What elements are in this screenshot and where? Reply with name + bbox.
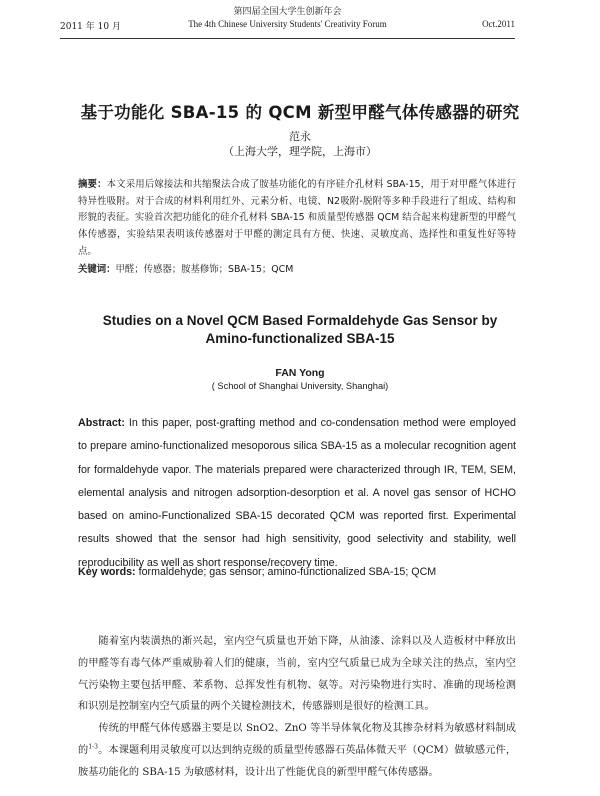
- english-abstract: [78, 412, 516, 575]
- citation-superscript: 1-3: [88, 743, 98, 751]
- english-affiliation: ( School of Shanghai University, Shanghai): [211, 381, 389, 391]
- header-conference-en: The 4th Chinese University Students' Creativity Forum: [188, 19, 387, 29]
- header-conference: [60, 6, 515, 30]
- chinese-keywords-label: 关键词：: [78, 264, 116, 275]
- english-abstract-label: Abstract:: [78, 417, 125, 429]
- chinese-title: 基于功能化 SBA-15 的 QCM 新型甲醛气体传感器的研究: [80, 103, 520, 122]
- header-conference-cn: 第四届全国大学生创新年会: [233, 7, 342, 17]
- running-header: [60, 6, 515, 42]
- chinese-author: 范永: [289, 130, 311, 143]
- header-rule: [60, 38, 515, 39]
- english-abstract-text: In this paper, post-grafting method and co-condensation method were employed to prepare amino-functionalized mesoporous silica SBA-15 as a molecular recognition agent for formaldehyde vapor. The materials prepared were characterized through IR, TEM, SEM, elemental analysis and nitrogen adsorption-desorption et al. A novel gas sensor of HCHO based on amino-Functionalized SBA-15 decorated QCM was reported first. Experimental results showed that the sensor had high sensitivity, good selectivity and stability, well reproducibility as well as short response/recovery time.: [78, 417, 516, 569]
- english-keywords-label: Key words:: [78, 566, 136, 578]
- body-text: [78, 631, 516, 784]
- body-paragraph-2: [78, 718, 516, 783]
- english-title-line1: Studies on a Novel QCM Based Formaldehyde Gas Sensor by: [102, 313, 498, 328]
- body-paragraph-1: 随着室内装潢热的渐兴起，室内空气质量也开始下降，从油漆、涂料以及人造板材中释放出的甲醛等有毒气体严重威胁着人们的健康，当前，室内空气质量已成为全球关注的热点，室内空气污染物主要包括甲醛、苯系物、总挥发性有机物、氨等。对污染物进行实时、准确的现场检测和识别是控制室内空气质量的两个关键检测技术，传感器则是很好的检测工具。: [78, 636, 516, 713]
- chinese-affiliation: （上海大学，理学院，上海市）: [223, 145, 377, 158]
- english-title-line2: Amino-functionalized SBA-15: [205, 331, 395, 346]
- english-author: FAN Yong: [275, 367, 325, 379]
- chinese-abstract-text: 本文采用后嫁接法和共缩聚法合成了胺基功能化的有序硅介孔材料 SBA-15，用于对甲醛气体进行特异性吸附。对于合成的材料利用红外、元素分析、电镜、N2吸附-脱附等多种手段进行了组成、结构和形貌的表征。实验首次把功能化的硅介孔材料 SBA-15 和质量型传感器 QCM 结合起来构建新型的甲醛气体传感器，实验结果表明该传感器对于甲醛的测定具有方便、快速、灵敏度高、选择性和重复性好等特点。: [78, 179, 516, 257]
- chinese-keywords: [78, 261, 516, 275]
- english-keywords: [78, 566, 516, 578]
- header-date-en: Oct.2011: [482, 19, 515, 29]
- body-paragraph-2-text-a: 传统的甲醛气体传感器主要是以 SnO2、ZnO 等半导体氧化物及其掺杂材料为敏感材料制成的: [78, 723, 516, 756]
- header-date-cn: 2011 年 10 月: [60, 22, 121, 32]
- chinese-abstract-label: 摘要：: [78, 179, 107, 190]
- english-title: [0, 312, 600, 348]
- chinese-abstract: [78, 177, 516, 261]
- english-keywords-text: formaldehyde; gas sensor; amino-functionalized SBA-15; QCM: [138, 566, 437, 578]
- chinese-keywords-text: 甲醛；传感器；胺基修饰；SBA-15；QCM: [115, 264, 294, 275]
- body-paragraph-2-text-b: 。本课题利用灵敏度可以达到纳克级的质量型传感器石英晶体微天平（QCM）做敏感元件，胺基功能化的 SBA-15 为敏感材料，设计出了性能优良的新型甲醛气体传感器。: [78, 744, 517, 778]
